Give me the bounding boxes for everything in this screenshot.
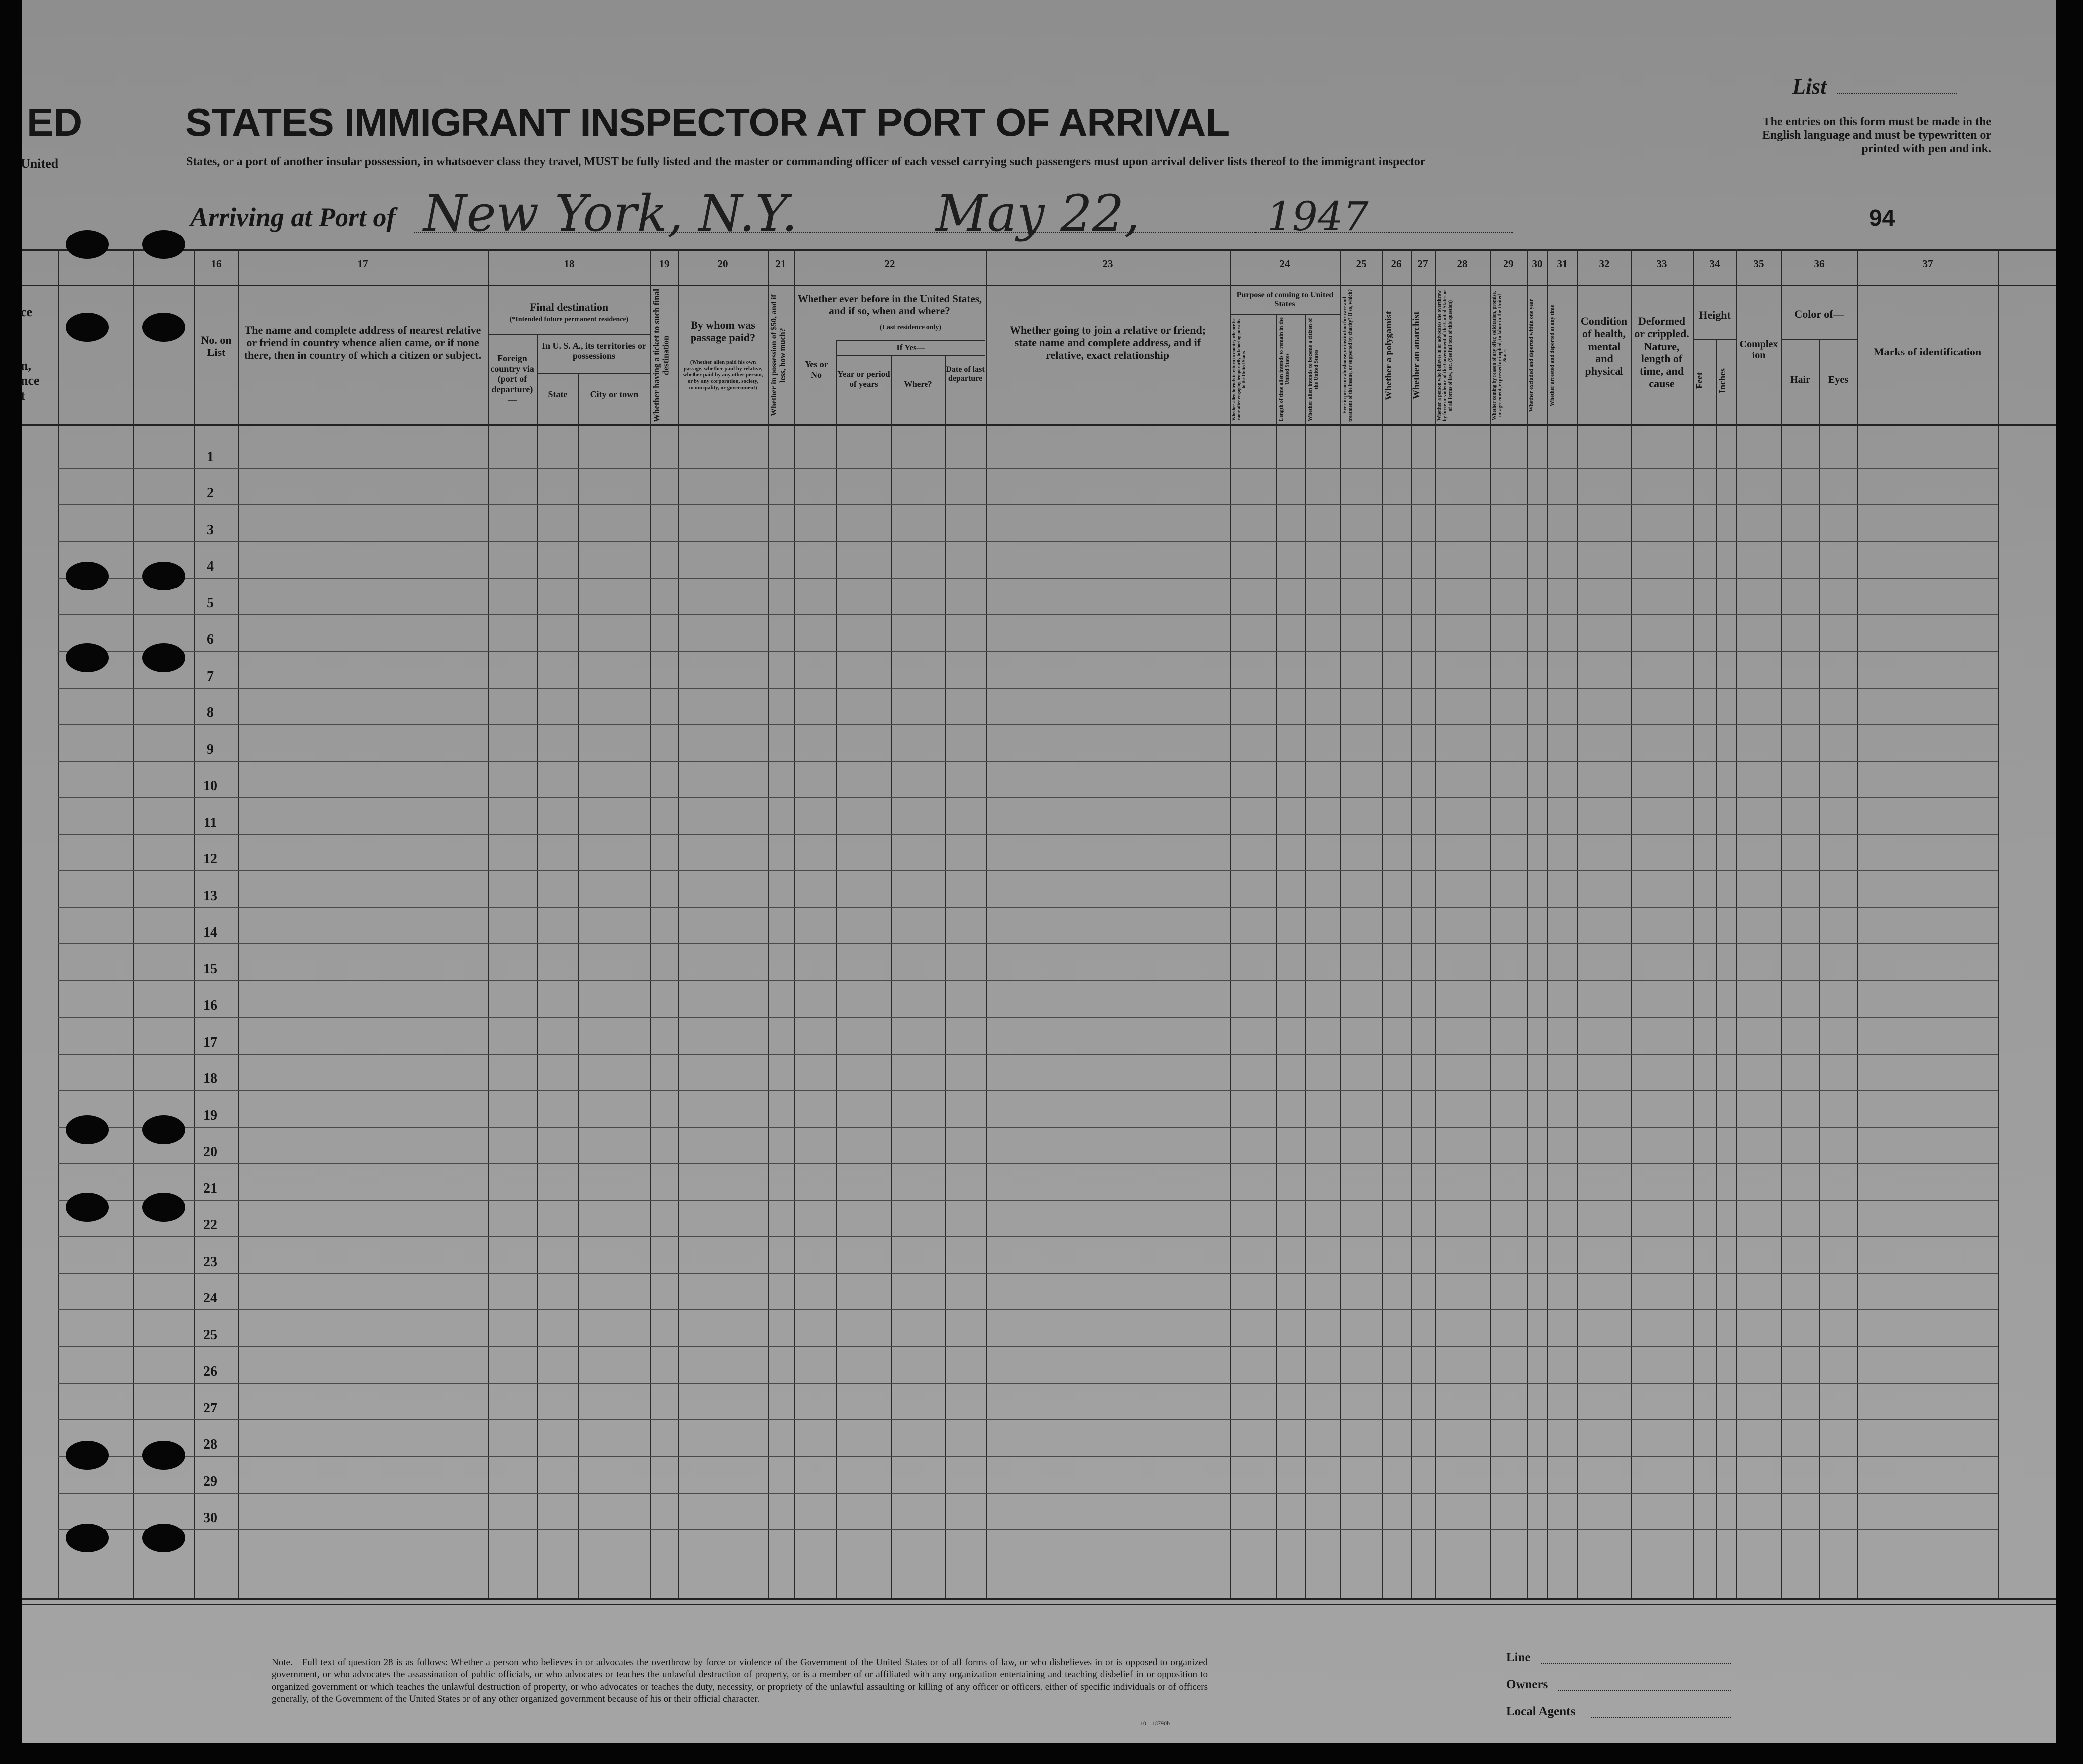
c22-ifyes-rule [836,355,985,356]
rule-18c [578,374,579,1598]
hdr-22-year: Year or period of years [837,369,890,389]
colnum-23: 23 [1102,258,1113,270]
row-rule [58,1017,1998,1018]
colnum-24: 24 [1279,258,1290,270]
colnum-21: 21 [775,258,786,270]
hdr-25: Ever in prison or almshouse, or institution for care and treatment of the insane, or supported by charity? If so, which? [1342,289,1353,422]
hdr-27: Whether an anarchist [1411,311,1422,400]
form-title: STATES IMMIGRANT INSPECTOR AT PORT OF ARRIVAL [185,100,1230,144]
row-number: 12 [203,851,217,867]
colnum-36: 36 [1814,258,1825,270]
row-number: 15 [203,961,217,977]
rule-31 [1547,249,1548,1598]
rule-24b [1276,315,1277,1598]
colnum-16: 16 [211,258,222,270]
hdr-18-sub: (*Intended future permanent residence) [509,316,629,323]
row-number: 30 [203,1510,217,1526]
row-number: 2 [207,485,214,501]
date-value: May 22, [936,184,1140,242]
row-rule [58,1529,1998,1530]
punch-hole [142,1193,185,1222]
row-number: 6 [207,632,214,647]
rule-22d [945,356,946,1598]
list-label: List [1792,74,1827,99]
c18-sub-rule [488,334,650,335]
united-fragment: United [21,156,59,171]
row-number: 20 [203,1144,217,1160]
rule-18 [488,249,489,1598]
punch-hole [142,230,185,259]
punch-hole [142,562,185,590]
rule-23 [986,249,987,1598]
row-rule [58,1493,1998,1494]
row-rule [58,688,1998,689]
c22-sub-rule [836,340,985,341]
colnum-18: 18 [564,258,575,270]
hdr-26: Whether a polygamist [1384,311,1394,400]
rule-33 [1631,249,1632,1598]
line-underline [1541,1663,1731,1664]
row-number: 21 [203,1181,217,1196]
row-number: 28 [203,1437,217,1452]
header-bottom-rule [22,424,2056,426]
year-value: 1947 [1267,193,1369,239]
hdr-22-ifyes: If Yes— [896,343,925,352]
rule-22b [836,341,837,1598]
row-rule [58,1456,1998,1457]
row-rule [58,541,1998,542]
row-number: 25 [203,1327,217,1343]
hdr-18-city: City or town [590,389,639,399]
row-rule [58,1273,1998,1274]
row-number: 17 [203,1035,217,1050]
rule-25 [1340,249,1341,1598]
punch-hole [66,313,109,342]
hdr-18-foreign: Foreign country via (port of departure)— [490,353,534,405]
rule-left-b [133,249,134,1598]
form-subtitle: States, or a port of another insular possession, in whatsoever class they travel, MUST be fully listed and the master or commanding officer of each vessel carrying such passengers must upon arrival deliver lists thereof to the immigrant inspector [186,155,1426,168]
row-rule [58,1236,1998,1237]
punch-hole [66,1524,109,1552]
row-rule [58,578,1998,579]
colnum-28: 28 [1457,258,1468,270]
hdr-29: Whether coming by reason of any offer, solicitation, promise, or agreement, expressed or implied, to labor in the United States [1492,291,1508,420]
hdr-24-c: Whether alien intends to become a citizen of the United States [1307,318,1320,421]
arriving-label: Arriving at Port of [190,202,396,232]
row-number: 16 [203,998,217,1013]
punch-hole [142,643,185,672]
punch-hole [66,230,109,259]
footer-top-rule [22,1604,2056,1605]
agents-label: Local Agents [1506,1705,1576,1718]
hdr-19: Whether having a ticket to such final destination [652,289,671,422]
hdr-22-where: Where? [904,379,932,389]
rule-21 [768,249,769,1598]
colnum-29: 29 [1503,258,1514,270]
row-number: 18 [203,1071,217,1086]
hdr-28: Whether a person who believes in or advocates the overthrow by force or violence of the Government of the United States or of all forms of law, etc. (See full text of this question) [1437,289,1453,422]
row-rule [58,1090,1998,1091]
colnum-rule [22,285,2056,286]
row-number: 29 [203,1474,217,1489]
rule-18b [537,335,538,1598]
row-rule [58,834,1998,835]
hdr-34-inches: Inches [1717,368,1727,394]
rule-34b [1716,340,1717,1598]
rule-37 [1857,249,1858,1598]
rule-36b [1819,340,1820,1598]
hdr-24-a: Whether alien intends to return to country whence he came after engaging temporarily in laboring pursuits in the United States [1231,318,1246,421]
left-fragment-top: ce [21,305,33,319]
hdr-33: Deformed or crippled. Nature, length of time, and cause [1634,315,1689,390]
row-rule [58,1200,1998,1201]
punch-hole [66,1193,109,1222]
row-number: 1 [207,449,214,465]
c24-sub-rule [1230,314,1340,315]
hdr-18-usa: In U. S. A., its territories or possessions [542,341,646,361]
rule-27 [1411,249,1412,1598]
colnum-26: 26 [1391,258,1402,270]
rule-38 [1998,249,1999,1598]
row-number: 10 [203,778,217,794]
hdr-17: The name and complete address of nearest relative or friend in country whence alien came, or if none there, then in country of which a citizen or subject. [244,324,482,361]
row-number: 26 [203,1364,217,1379]
colnum-35: 35 [1753,258,1764,270]
punch-hole [66,1115,109,1144]
colnum-22: 22 [884,258,895,270]
row-rule [58,1383,1998,1384]
row-rule [58,797,1998,798]
hdr-16: No. on List [201,334,231,359]
rule-26 [1382,249,1383,1598]
colnum-25: 25 [1356,258,1367,270]
owners-label: Owners [1506,1678,1548,1691]
row-rule [58,1163,1998,1164]
punch-hole [142,1524,185,1552]
c34-sub-rule [1693,339,1736,340]
colnum-37: 37 [1922,258,1933,270]
row-rule [58,943,1998,944]
row-rule [58,1419,1998,1420]
rule-19 [650,249,651,1598]
hdr-23: Whether going to join a relative or friend; state name and complete address, and if relative, exact relationship [1009,324,1206,361]
left-fragment-2: nce [21,373,40,388]
hdr-30: Whether excluded and deported within one year [1528,299,1534,412]
owners-underline [1558,1690,1731,1691]
row-rule [58,1309,1998,1310]
agents-underline [1591,1717,1731,1718]
punch-hole [66,562,109,590]
port-value: New York, N.Y. [423,184,798,242]
rule-30 [1527,249,1528,1598]
rule-left-a [58,249,59,1598]
row-rule [58,724,1998,725]
rule-35 [1736,249,1737,1598]
hdr-22-sub: (Last residence only) [879,324,942,331]
hdr-36-hair: Hair [1790,374,1810,385]
language-notice: The entries on this form must be made in the English language and must be typewritten or printed with pen and ink. [1762,116,1991,155]
punch-hole [142,1441,185,1470]
hdr-18-state: State [548,389,568,399]
rule-29 [1490,249,1491,1598]
punch-hole [142,1115,185,1144]
form-code: 10—18790b [1140,1720,1170,1727]
hdr-34-feet: Feet [1694,372,1704,389]
row-rule [58,651,1998,652]
row-rule [58,1054,1998,1055]
punch-hole [66,1441,109,1470]
colnum-31: 31 [1557,258,1568,270]
rule-24 [1230,249,1231,1598]
hdr-22: Whether ever before in the United States, and if so, when and where? [797,293,982,317]
row-rule [58,980,1998,981]
row-number: 4 [207,559,214,574]
row-rule [58,468,1998,469]
hdr-34: Height [1699,309,1731,321]
hdr-24: Purpose of coming to United States [1236,291,1334,309]
row-rule [58,1346,1998,1347]
row-number: 11 [203,815,217,830]
row-number: 7 [207,669,214,684]
hdr-22-date: Date of last departure [946,365,985,383]
colnum-17: 17 [357,258,368,270]
row-number: 9 [207,742,214,757]
row-number: 27 [203,1401,217,1416]
hdr-35: Complexion [1739,339,1778,361]
row-rule [58,1127,1998,1128]
row-rule [58,614,1998,615]
colnum-20: 20 [717,258,728,270]
row-rule [58,870,1998,871]
rule-22 [794,249,795,1598]
hdr-32: Condition of health, mental and physical [1580,315,1628,378]
colnum-32: 32 [1599,258,1610,270]
title-fragment: ED [27,100,83,144]
row-number: 5 [207,595,214,611]
rule-24c [1305,315,1306,1598]
punch-hole [142,313,185,342]
hdr-18: Final destination [529,301,609,313]
hdr-31: Whether arrested and deported at any time [1549,305,1555,406]
rule-28 [1435,249,1436,1598]
hdr-21: Whether in possession of $50, and if less, how much? [770,294,787,417]
table-bottom-rule [22,1598,2056,1600]
hdr-37: Marks of identification [1873,346,1982,358]
colnum-19: 19 [659,258,670,270]
row-number: 23 [203,1254,217,1270]
row-number: 22 [203,1217,217,1233]
row-number: 19 [203,1108,217,1123]
row-number: 14 [203,925,217,940]
colnum-27: 27 [1417,258,1428,270]
rule-36 [1781,249,1782,1598]
rule-34 [1693,249,1694,1598]
hdr-20-sub: (Whether alien paid his own passage, whether paid by relative, whether paid by any other person, or by any corporation, society, municipality, or government) [683,359,763,391]
colnum-30: 30 [1532,258,1543,270]
footer-note: Note.—Full text of question 28 is as follows: Whether a person who believes in or advocates the overthrow by force or violence of the Government of the United States or of all forms of law, or who disbelieves in or is opposed to organized government, or who advocates the assassination of public officials, or who advocates or teaches the unlawful destruction of property, or is a member of or affiliated with any organization entertaining and teaching disbelief in or opposition to organized government or which teaches the unlawful destruction of property, or who advocates or teaches the duty, necessity, or propriety of the unlawful assaulting or killing of any officer or officers, either of specific individuals or of officers generally, of the Government of the United States or of any other organized government because of his or their official character. [272,1657,1208,1704]
row-number: 3 [207,522,214,538]
rule-20 [678,249,679,1598]
page-number: 94 [1869,205,1895,231]
rule-22c [891,356,892,1598]
hdr-22-yesno: Yes or No [805,359,828,380]
row-rule [58,761,1998,762]
colnum-34: 34 [1709,258,1720,270]
colnum-33: 33 [1656,258,1667,270]
left-fragment-1: n, [21,358,31,373]
row-rule [58,504,1998,505]
punch-hole [66,643,109,672]
left-fragment-3: t [21,388,25,403]
row-number: 13 [203,888,217,904]
hdr-20: By whom was passage paid? [690,319,756,344]
hdr-36: Color of— [1794,308,1844,320]
row-number: 24 [203,1291,217,1306]
row-number: 8 [207,705,214,720]
line-label: Line [1506,1651,1531,1664]
c18-usa-rule [537,373,650,374]
hdr-36-eyes: Eyes [1828,374,1848,385]
rule-32 [1577,249,1578,1598]
rule-17 [238,249,239,1598]
row-rule [58,907,1998,908]
table-top-rule [22,249,2056,251]
hdr-24-b: Length of time alien intends to remain in the United States [1278,317,1291,422]
list-underline [1837,93,1957,94]
